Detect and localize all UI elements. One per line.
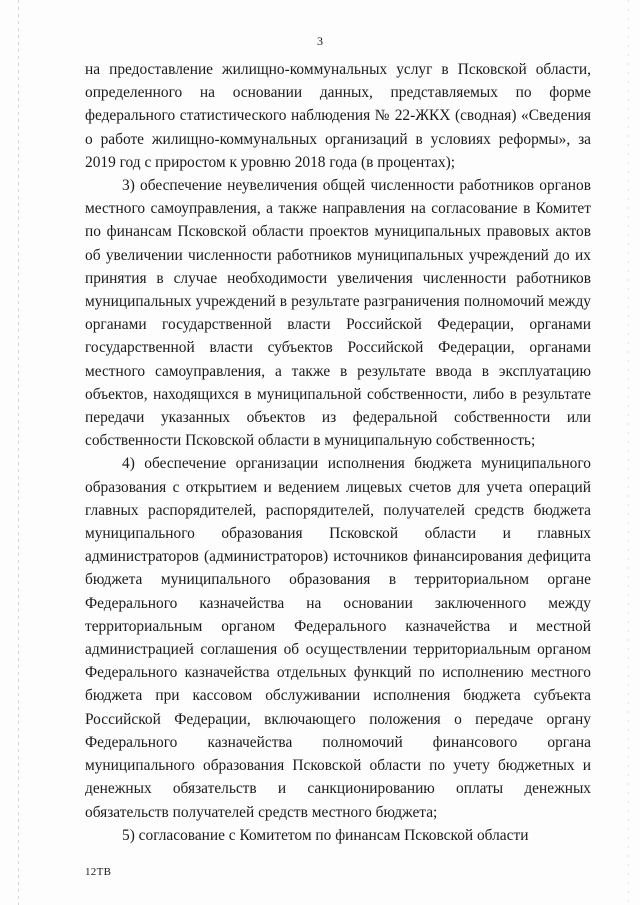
paragraph-continuation: на предоставление жилищно-коммунальных услуг в Псковской области, определенного на основании данных, представляемых по форме федерального статистического наблюдения № 22-ЖКХ (сводная) «Сведения о работе жилищно-коммунальных организаций в условиях реформы», за 2019 год с приростом к уровню 2018 года (в процентах); bbox=[85, 61, 591, 171]
paragraph-item-5: 5) согласование с Комитетом по финансам Псковской области bbox=[122, 826, 529, 844]
body-text bbox=[85, 58, 591, 847]
scan-edge-left bbox=[18, 0, 19, 905]
paragraph-item-3: 3) обеспечение неувеличения общей численности работников органов местного самоуправления, а также направления на согласование в Комитет по финансам Псковской области проектов муниципальных правовых актов об увеличении численности работников муниципальных учреждений до их принятия в случае необходимости увеличения численности работников муниципальных учреждений в результате разграничения полномочий между органами государственной власти Российской Федерации, органами государственной власти субъектов Российской Федерации, органами местного самоуправления, а также в результате ввода в эксплуатацию объектов, находящихся в муниципальной собственности, либо в результате передачи указанных объектов из федеральной собственности или собственности Псковской области в муниципальную собственность; bbox=[85, 177, 591, 450]
paragraph-item-4: 4) обеспечение организации исполнения бюджета муниципального образования с открытием и ведением лицевых счетов для учета операций главных распорядителей, распорядителей, получателей средств бюджета муниципального образования Псковской области и главных администраторов (администраторов) источников финансирования дефицита бюджета муниципального образования в территориальном органе Федерального казначейства на основании заключенного между территориальным органом Федерального казначейства и местной администрацией соглашения об осуществлении территориальным органом Федерального казначейства отдельных функций по исполнению местного бюджета при кассовом обслуживании исполнения бюджета субъекта Российской Федерации, включающего положения о передаче органу Федерального казначейства полномочий финансового органа муниципального образования Псковской области по учету бюджетных и денежных обязательств и санкционированию оплаты денежных обязательств получателей средств местного бюджета; bbox=[85, 455, 591, 821]
page-number: 3 bbox=[317, 34, 323, 48]
footer-code: 12ТВ bbox=[85, 866, 112, 878]
scan-edge-right bbox=[628, 0, 629, 905]
